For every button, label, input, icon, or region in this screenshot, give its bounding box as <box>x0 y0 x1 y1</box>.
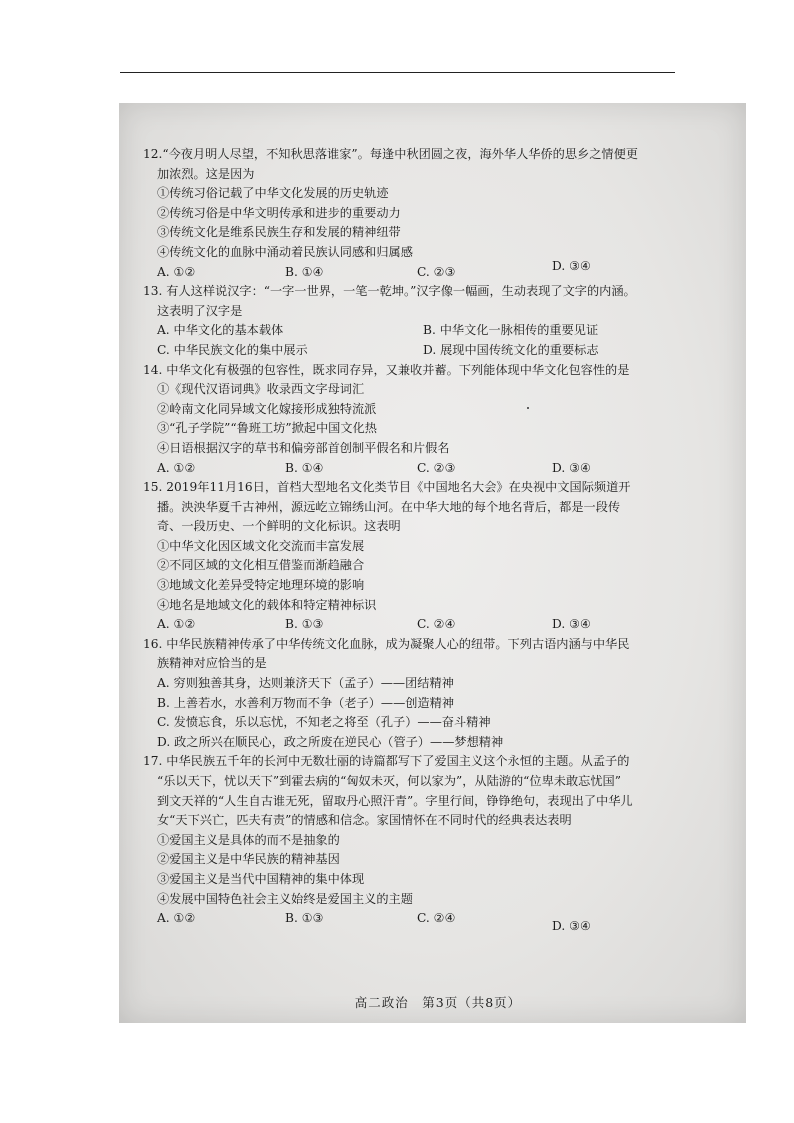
stem-line: 奇、一段历史、一个鲜明的文化标识。这表明 <box>157 519 401 534</box>
top-rule <box>120 72 675 73</box>
question-17 <box>143 752 733 934</box>
option-c: C. 发愤忘食，乐以忘忧，不知老之将至（孔子）——奋斗精神 <box>157 715 491 730</box>
stem-line: 族精神对应恰当的是 <box>157 656 267 671</box>
stem-line: 播。泱泱华夏千古神州，源远屹立锦绣山河。在中华大地的每个地名背后，都是一段传 <box>157 499 621 514</box>
stem-line: 15. 2019年11月16日，首档大型地名文化类节目《中国地名大会》在央视中文国际频道开 <box>143 480 631 495</box>
options-row <box>143 909 733 934</box>
statement: ②岭南文化同异域文化嫁接形成独特流派 <box>157 401 377 416</box>
statement: ②传统习俗是中华文明传承和进步的重要动力 <box>157 205 401 220</box>
option-c: C. ②③ <box>417 264 456 279</box>
statement: ①《现代汉语词典》收录西文字母词汇 <box>157 382 365 397</box>
statement: ①传统习俗记载了中华文化发展的历史轨迹 <box>157 186 389 201</box>
question-13 <box>143 282 733 360</box>
option-a: A. ①② <box>157 460 196 475</box>
statement: ②不同区域的文化相互借鉴而渐趋融合 <box>157 558 365 573</box>
option-d: D. 政之所兴在顺民心，政之所废在逆民心（管子）——梦想精神 <box>157 734 504 749</box>
statement: ③“孔子学院”“鲁班工坊”掀起中国文化热 <box>157 421 377 436</box>
statement: ③爱国主义是当代中国精神的集中体现 <box>157 871 365 886</box>
option-b: B. ①④ <box>285 264 324 279</box>
options-row <box>143 341 733 361</box>
statement: ③地域文化差异受特定地理环境的影响 <box>157 578 365 593</box>
statement: ④日语根据汉字的草书和偏旁部首创制平假名和片假名 <box>157 440 450 455</box>
option-c: C. 中华民族文化的集中展示 <box>157 342 308 357</box>
statement: ④地名是地域文化的载体和特定精神标识 <box>157 597 377 612</box>
question-16 <box>143 635 733 753</box>
option-a: A. 穷则独善其身，达则兼济天下（孟子）——团结精神 <box>157 676 454 691</box>
option-b: B. ①③ <box>285 617 324 632</box>
question-12 <box>143 145 733 282</box>
statement: ④传统文化的血脉中涌动着民族认同感和归属感 <box>157 244 413 259</box>
stem-line: 这表明了汉字是 <box>157 303 243 318</box>
option-a: A. ①② <box>157 617 196 632</box>
option-b: B. ①④ <box>285 460 324 475</box>
stem-line: 女“天下兴亡，匹夫有责”的情感和信念。家国情怀在不同时代的经典表达表明 <box>157 813 572 828</box>
option-a: A. ①② <box>157 264 196 279</box>
options-row <box>143 321 733 341</box>
statement: ②爱国主义是中华民族的精神基因 <box>157 852 340 867</box>
statement: ①爱国主义是具体的而不是抽象的 <box>157 832 340 847</box>
option-a: A. ①② <box>157 911 196 926</box>
option-c: C. ②④ <box>417 617 456 632</box>
stem-line: 到文天祥的“人生自古谁无死，留取丹心照汗青”。字里行间，铮铮绝句，表现出了中华儿 <box>157 793 633 808</box>
option-d: D. ③④ <box>552 919 591 934</box>
stem-line: 17. 中华民族五千年的长河中无数壮丽的诗篇都写下了爱国主义这个永恒的主题。从孟子的 <box>143 754 630 769</box>
options-row <box>143 459 733 479</box>
exam-paper <box>143 145 733 1010</box>
option-d: D. 展现中国传统文化的重要标志 <box>423 342 599 357</box>
statement: ①中华文化因区域文化交流而丰富发展 <box>157 538 365 553</box>
statement: ④发展中国特色社会主义始终是爱国主义的主题 <box>157 891 413 906</box>
photographed-page <box>119 103 746 1023</box>
statement: ③传统文化是维系民族生存和发展的精神纽带 <box>157 225 401 240</box>
stem-line: 13. 有人这样说汉字：“一字一世界，一笔一乾坤。”汉字像一幅画，生动表现了文字的内涵。 <box>143 284 636 299</box>
option-c: C. ②③ <box>417 460 456 475</box>
options-row <box>143 615 733 635</box>
option-d: D. ③④ <box>552 460 591 475</box>
option-d: D. ③④ <box>552 258 591 273</box>
option-b: B. 中华文化一脉相传的重要见证 <box>423 323 599 338</box>
stem-line: “乐以天下，忧以天下”到霍去病的“匈奴未灭，何以家为”，从陆游的“位卑未敢忘忧国” <box>157 774 621 788</box>
option-b: B. 上善若水，水善利万物而不争（老子）——创造精神 <box>157 695 455 710</box>
speck <box>527 407 529 409</box>
option-b: B. ①③ <box>285 911 324 926</box>
stem-line: 12.“今夜月明人尽望，不知秋思落谁家”。每逢中秋团圆之夜，海外华人华侨的思乡之情便更 <box>143 147 638 161</box>
question-15 <box>143 478 733 635</box>
stem-line: 加浓烈。这是因为 <box>157 166 255 181</box>
options-row <box>143 258 733 283</box>
question-14 <box>143 361 733 479</box>
stem-line: 16. 中华民族精神传承了中华传统文化血脉，成为凝聚人心的纽带。下列古语内涵与中华民 <box>143 636 630 651</box>
option-c: C. ②④ <box>417 911 456 926</box>
stem-line: 14. 中华文化有极强的包容性，既求同存异，又兼收并蓄。下列能体现中华文化包容性的是 <box>143 362 630 377</box>
page-footer: 高二政治 第3页（共8页） <box>354 995 522 1010</box>
option-d: D. ③④ <box>552 617 591 632</box>
option-a: A. 中华文化的基本载体 <box>157 323 284 338</box>
